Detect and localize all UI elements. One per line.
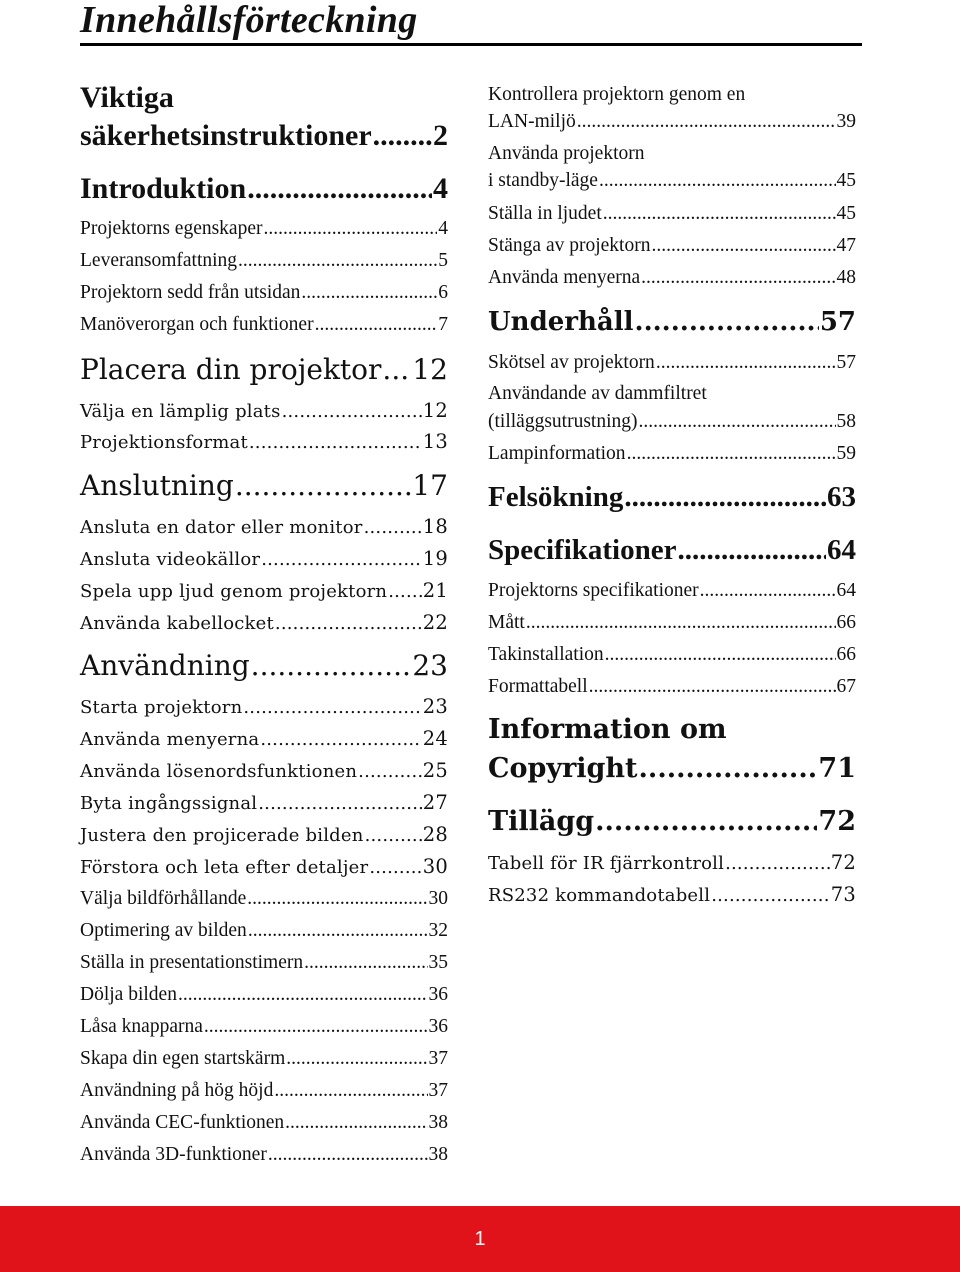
toc-item-label: Tabell för IR fjärrkontroll [488,853,725,874]
toc-item-label: Projektorns egenskaper [80,218,263,239]
toc-page-number: 19 [422,547,448,570]
toc-item[interactable] [80,249,448,273]
toc-page-number: 4 [433,172,448,205]
toc-page-number: 66 [836,644,856,665]
toc-item[interactable] [80,1015,448,1039]
toc-chapter-title: Tillägg [488,806,595,837]
dot-leader [204,1015,428,1039]
toc-page-number: 39 [836,111,856,132]
dot-leader [247,171,432,207]
toc-page-number: 23 [412,649,448,682]
toc-chapter-anslutning[interactable] [80,468,448,504]
dot-leader [248,919,428,943]
toc-page-number: 36 [428,1016,448,1037]
toc-item-label: Lampinformation [488,443,626,464]
toc-chapter-anvandning[interactable] [80,648,448,684]
dot-leader [274,1079,427,1103]
toc-page-number: 36 [428,984,448,1005]
dot-leader [595,804,817,840]
toc-item[interactable] [80,1111,448,1135]
toc-item[interactable] [80,547,448,572]
dot-leader [526,611,836,635]
toc-page-number: 30 [422,855,448,878]
toc-page-number: 5 [438,250,448,271]
toc-item-label: Använda kabellocket [80,613,274,634]
toc-chapter-title: Underhåll [488,307,634,337]
toc-chapter-title: Viktiga [80,81,174,114]
toc-page-number: 38 [428,1112,448,1133]
toc-chapter-placera[interactable] [80,352,448,388]
dot-leader [700,579,836,603]
toc-item-dammfilter-line1[interactable] [488,382,856,406]
toc-chapter-title: säkerhetsinstruktioner [80,119,372,152]
toc-page-number: 38 [428,1144,448,1165]
dot-leader [577,110,836,134]
toc-item-label: Välja en lämplig plats [80,401,281,422]
dot-leader [599,169,836,193]
toc-chapter-safety-line2[interactable] [80,118,448,154]
toc-item-label: i standby-läge [488,170,598,191]
dot-leader [358,760,422,784]
toc-item[interactable] [80,727,448,752]
toc-page-number: 58 [836,411,856,432]
toc-item-label: Välja bildförhållande [80,888,247,909]
toc-page-number: 67 [836,676,856,697]
toc-page-number: 32 [428,920,448,941]
toc-page-number: 71 [818,753,856,784]
toc-page-number: 4 [438,218,448,239]
toc-page-number: 37 [428,1080,448,1101]
toc-page-number: 63 [827,481,856,513]
toc-chapter-tillagg[interactable] [488,804,856,840]
page-number: 1 [474,1228,486,1250]
dot-leader [258,792,422,816]
dot-leader [275,612,422,636]
toc-item[interactable] [488,234,856,258]
toc-item[interactable] [488,351,856,375]
toc-item-label: Skötsel av projektorn [488,352,655,373]
toc-page-number: 2 [433,119,448,152]
title-rule [80,43,862,46]
dot-leader [243,696,421,720]
dot-leader [264,217,438,241]
toc-item[interactable] [488,202,856,226]
toc-item-label: Använda projektorn [488,143,645,164]
toc-page-number: 72 [818,806,856,837]
toc-page-number: 17 [412,469,448,502]
toc-page-number: 37 [428,1048,448,1069]
toc-chapter-title: Introduktion [80,172,247,205]
toc-page-number: 48 [836,267,856,288]
toc-item-label: Byta ingångssignal [80,793,258,814]
toc-item-label: Mått [488,612,525,633]
toc-item[interactable] [488,643,856,667]
toc-item-label: (tilläggsutrustning) [488,411,638,432]
dot-leader [285,1111,427,1135]
toc-item-label: Ansluta videokällor [80,549,261,570]
toc-chapter-copyright[interactable] [488,751,856,787]
toc-item[interactable] [488,442,856,466]
toc-page-number: 72 [830,851,856,874]
toc-page-number: 45 [836,170,856,191]
toc-item[interactable] [80,217,448,241]
toc-page-number: 27 [422,791,448,814]
toc-item[interactable] [80,611,448,636]
toc-page-number: 21 [422,579,448,602]
dot-leader [639,751,818,787]
dot-leader [605,643,836,667]
toc-chapter-intro[interactable] [80,171,448,207]
toc-page-number: 18 [422,515,448,538]
toc-chapter-title: Information om [488,714,727,745]
toc-item-label: RS232 kommandotabell [488,885,711,906]
toc-chapter-safety[interactable] [80,80,448,116]
toc-item-label: LAN-miljö [488,111,576,132]
toc-item[interactable] [80,823,448,848]
page-title: Innehållsförteckning [80,0,418,41]
dot-leader [603,202,836,226]
toc-item[interactable] [80,1079,448,1103]
toc-item-label: Stänga av projektorn [488,235,651,256]
toc-chapter-title: Felsökning [488,481,624,513]
toc-item[interactable] [80,313,448,337]
toc-item-label: Skapa din egen startskärm [80,1048,286,1069]
toc-page-number: 57 [836,352,856,373]
dot-leader [251,648,412,684]
toc-item-label: Kontrollera projektorn genom en [488,84,746,105]
toc-item[interactable] [80,791,448,816]
toc-item-label: Optimering av bilden [80,920,247,941]
toc-item-label: Projektorns specifikationer [488,580,699,601]
dot-leader [260,728,421,752]
toc-item-label: Starta projektorn [80,697,243,718]
dot-leader [286,1047,427,1071]
dot-leader [711,884,830,908]
toc-item-label: Ansluta en dator eller monitor [80,517,363,538]
toc-item[interactable] [488,266,856,290]
toc-item[interactable] [80,951,448,975]
toc-chapter-title: Anslutning [80,469,234,502]
toc-item-label: Formattabell [488,676,588,697]
toc-page-number: 6 [438,282,448,303]
toc-item[interactable] [80,1143,448,1167]
toc-item-label: Förstora och leta efter detaljer [80,857,369,878]
toc-page-number: 59 [836,443,856,464]
dot-leader [249,431,422,455]
toc-page-number: 35 [428,952,448,973]
toc-chapter-title: Placera din projektor [80,353,382,386]
toc-chapter-underhall[interactable] [488,304,856,340]
toc-page-number: 64 [836,580,856,601]
dot-leader [301,281,437,305]
toc-item[interactable] [80,919,448,943]
toc-item-label: Ställa in ljudet [488,203,602,224]
toc-item[interactable] [80,579,448,604]
toc-page-number: 57 [819,307,856,337]
toc-item[interactable] [80,759,448,784]
toc-item[interactable] [80,430,448,455]
toc-item-label: Ställa in presentationstimern [80,952,304,973]
dot-leader [238,249,437,273]
toc-page-number: 24 [422,727,448,750]
toc-page-number: 64 [827,534,856,566]
toc-chapter-title: Copyright [488,753,638,784]
toc-item-standby-line1[interactable] [488,142,856,166]
toc-page-number: 30 [428,888,448,909]
dot-leader [635,304,819,340]
toc-item-label: Takinstallation [488,644,604,665]
dot-leader [235,468,412,504]
toc-item-label: Låsa knapparna [80,1016,203,1037]
toc-item[interactable] [80,983,448,1007]
toc-item[interactable] [488,611,856,635]
toc-item[interactable] [80,887,448,911]
toc-item-lan-line1[interactable] [488,83,856,107]
toc-item[interactable] [80,399,448,424]
toc-page-number: 45 [836,203,856,224]
dot-leader [365,824,422,848]
dot-leader [725,852,830,876]
toc-page-number: 7 [438,314,448,335]
toc-page-number: 12 [422,399,448,422]
toc-item[interactable] [488,110,856,134]
toc-item[interactable] [488,410,856,434]
dot-leader [373,118,432,154]
toc-item-label: Manöverorgan och funktioner [80,314,314,335]
toc-chapter-title: Användning [80,649,250,682]
dot-leader [639,410,836,434]
toc-item-label: Leveransomfattning [80,250,238,271]
dot-leader [656,351,836,375]
dot-leader [678,532,827,568]
toc-item-label: Spela upp ljud genom projektorn [80,581,388,602]
toc-item[interactable] [80,515,448,540]
dot-leader [651,234,835,258]
dot-leader [382,352,411,388]
toc-item[interactable] [488,883,856,908]
toc-page-number: 66 [836,612,856,633]
toc-item-label: Användning på hög höjd [80,1080,274,1101]
toc-item[interactable] [488,579,856,603]
toc-item-label: Använda lösenordsfunktionen [80,761,358,782]
dot-leader [624,479,826,515]
toc-page-number: 13 [422,430,448,453]
dot-leader [282,400,422,424]
toc-item-label: Dölja bilden [80,984,177,1005]
toc-page-number: 22 [422,611,448,634]
dot-leader [247,887,427,911]
toc-item[interactable] [80,695,448,720]
dot-leader [641,266,835,290]
dot-leader [268,1143,428,1167]
toc-item[interactable] [488,851,856,876]
toc-chapter-felsokning[interactable] [488,479,856,515]
toc-item-label: Använda 3D-funktioner [80,1144,267,1165]
toc-item[interactable] [80,1047,448,1071]
toc-item-label: Projektorn sedd från utsidan [80,282,301,303]
toc-page-number: 73 [830,883,856,906]
dot-leader [178,983,428,1007]
toc-page-number: 25 [422,759,448,782]
dot-leader [261,548,422,572]
toc-chapter-title: Specifikationer [488,534,677,566]
toc-page-number: 28 [422,823,448,846]
toc-item-label: Använda CEC-funktionen [80,1112,285,1133]
dot-leader [304,951,427,975]
dot-leader [315,313,438,337]
toc-item-label: Använda menyerna [80,729,260,750]
toc-item-label: Användande av dammfiltret [488,383,707,404]
dot-leader [364,516,422,540]
toc-page-number: 23 [422,695,448,718]
dot-leader [589,675,836,699]
toc-item-label: Använda menyerna [488,267,641,288]
toc-chapter-copyright-line1[interactable] [488,712,856,748]
toc-chapter-specifikationer[interactable] [488,532,856,568]
toc-item[interactable] [80,281,448,305]
dot-leader [627,442,836,466]
toc-item[interactable] [80,855,448,880]
toc-item[interactable] [488,169,856,193]
dot-leader [388,580,422,604]
dot-leader [369,856,421,880]
toc-page-number: 12 [412,353,448,386]
toc-item-label: Projektionsformat [80,432,248,453]
toc-item[interactable] [488,675,856,699]
toc-page-number: 47 [836,235,856,256]
toc-item-label: Justera den projicerade bilden [80,825,364,846]
